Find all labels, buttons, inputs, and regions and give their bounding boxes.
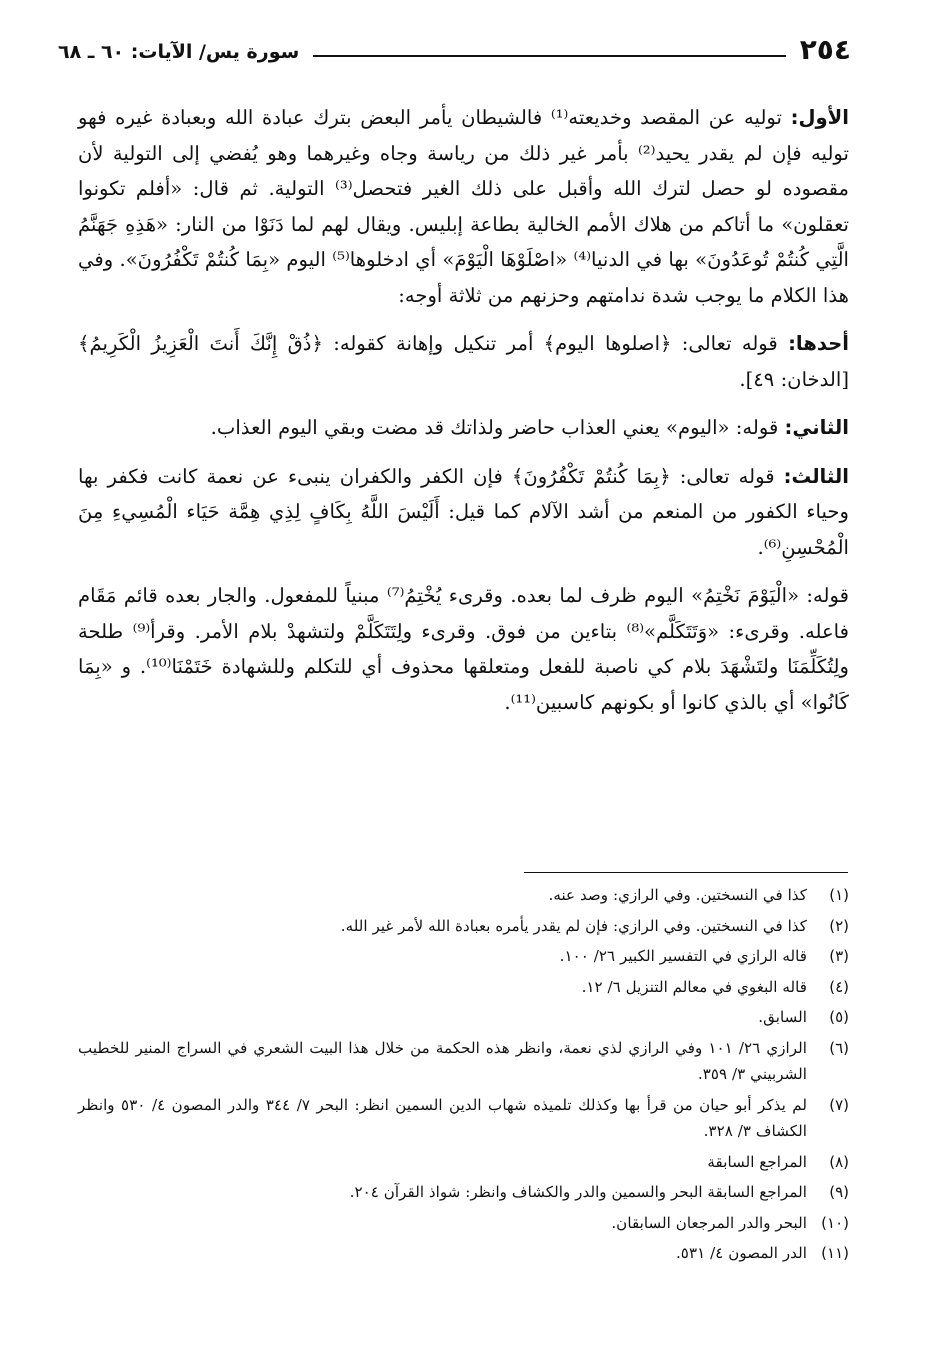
footnote-number: (١) — [829, 886, 849, 904]
footnote — [78, 1240, 849, 1267]
footnote — [78, 1179, 849, 1206]
paragraph-text: توليه عن المقصد وخديعته⁽¹⁾ فالشيطان يأمر البعض بترك عبادة الله وبعبادة غيره فهو توليه فإن لم يقدر يحيد⁽²⁾ بأمر غير ذلك من رياسة وجاه وغيرهما وهو يُفضي إلى التولية لأن مقصوده لو حصل لترك الله وأقبل على ذلك الغير فتحصل⁽³⁾ التولية. ثم قال: «أفلم تكونوا تعقلون» ما أتاكم من هلاك الأمم الخالية بطاعة إبليس. ويقال لهم لما دَنَوْا من النار: «هَذِهِ جَهَنَّمُ الَّتِي كُنتُمْ تُوعَدُونَ» بها في الدنيا⁽⁴⁾ «اصْلَوْهَا الْيَوْمَ» أي ادخلوها⁽⁵⁾ اليوم «بِمَا كُنتُمْ تَكْفُرُونَ». وفي هذا الكلام ما يوجب شدة ندامتهم وحزنهم من ثلاثة أوجه: — [78, 106, 849, 307]
footnote — [78, 913, 849, 940]
paragraph-last — [78, 578, 849, 720]
footnote — [78, 1210, 849, 1237]
footnote — [78, 1004, 849, 1031]
footnote — [78, 974, 849, 1001]
footnote-text: لم يذكر أبو حيان من قرأ بها وكذلك تلميذه شهاب الدين السمين انظر: البحر ٧/ ٣٤٤ والدر المصون ٤/ ٥٣٠ وانظر الكشاف ٣/ ٣٢٨. — [78, 1095, 807, 1140]
footnote-text: المراجع السابقة البحر والسمين والدر والكشاف وانظر: شواذ القرآن ٢٠٤. — [349, 1183, 807, 1201]
footnote-number: (٥) — [829, 1008, 849, 1026]
footnote-text: كذا في النسختين. وفي الرازي: فإن لم يقدر يأمره بعبادة الله لأمر غير الله. — [340, 916, 807, 935]
footnote-number: (١٠) — [821, 1213, 849, 1232]
footnote-text: كذا في النسختين. وفي الرازي: وصد عنه. — [548, 886, 807, 904]
paragraph-first — [78, 100, 849, 313]
paragraph-lead: الأول: — [790, 106, 849, 129]
paragraph-lead: أحدها: — [788, 332, 849, 355]
footnote — [78, 1035, 849, 1088]
footnote — [78, 943, 849, 970]
header-rule — [313, 55, 785, 57]
footnote-number: (٣) — [829, 947, 849, 965]
paragraph-text: قوله تعالى: ﴿اصلوها اليوم﴾ أمر تنكيل وإهانة كقوله: ﴿ذُقْ إِنَّكَ أَنتَ الْعَزِيزُ الْكَرِيمُ﴾ [الدخان: ٤٩]. — [78, 332, 849, 391]
footnote-divider — [524, 872, 848, 873]
paragraph-text: قوله: «الْيَوْمَ نَخْتِمُ» اليوم ظرف لما بعده. وقرىء يُخْتِمُ⁽⁷⁾ مبنياً للمفعول. والجار بعده قائم مَقَام فاعله. وقرىء: «وَتَتَكَلَّم»⁽⁸⁾ بتاءين من فوق. وقرىء ولِتَتَكَلَّمْ ولتشهدْ بلام الأمر. وقرأ⁽⁹⁾ طلحة ولِتُكَلِّمَنَا ولتَشْهَدَ بلام كي ناصبة للفعل ومتعلقها محذوف أي للتكلم وللشهادة خَتَمْنَا⁽¹⁰⁾. و «بِمَا كَانُوا» أي بالذي كانوا أو بكونهم كاسبين⁽¹¹⁾. — [78, 584, 850, 714]
footnote-text: البحر والدر المرجعان السابقان. — [611, 1213, 807, 1232]
paragraph-point-three — [78, 459, 849, 566]
footnote-number: (٤) — [829, 977, 849, 996]
footnote-text: السابق. — [758, 1008, 807, 1026]
footnote-number: (٧) — [829, 1095, 849, 1114]
paragraph-point-two — [78, 410, 849, 446]
footnote-number: (٦) — [829, 1038, 849, 1057]
footnotes — [78, 882, 849, 1271]
footnote-number: (٢) — [829, 916, 849, 935]
footnote-text: المراجع السابقة — [707, 1152, 807, 1171]
paragraph-text: قوله تعالى: ﴿بِمَا كُنتُمْ تَكْفُرُونَ﴾ فإن الكفر والكفران ينبىء عن نعمة كانت فكفر بها وحياء الكفور من المنعم من أشد الآلام كما قيل: أَلَيْسَ اللَّهُ بِكَافٍ لِذِي هِمَّة حَيَاء الْمُسِيءِ مِنَ الْمُحْسِنِ⁽⁶⁾. — [78, 464, 849, 559]
footnote-text: قاله البغوي في معالم التنزيل ٦/ ١٢. — [581, 977, 807, 996]
paragraph-lead: الثالث: — [783, 464, 849, 488]
footnote-number: (١١) — [821, 1244, 849, 1262]
footnote-number: (٩) — [829, 1183, 849, 1201]
running-title: سورة يس/ الآيات: ٦٠ ـ ٦٨ — [58, 41, 300, 63]
paragraph-point-one — [78, 326, 849, 397]
paragraph-text: قوله: «اليوم» يعني العذاب حاضر ولذاتك قد مضت وبقي اليوم العذاب. — [210, 416, 785, 439]
footnote-number: (٨) — [829, 1152, 849, 1171]
footnote-text: قاله الرازي في التفسير الكبير ٢٦/ ١٠٠. — [559, 947, 807, 965]
footnote — [78, 882, 849, 909]
page-number: ٢٥٤ — [799, 33, 851, 66]
main-text — [78, 100, 849, 733]
footnote — [78, 1092, 849, 1145]
footnote-text: الرازي ٢٦/ ١٠١ وفي الرازي لذي نعمة، وانظر هذه الحكمة من خلال هذا البيت الشعري في السراج المنير للخطيب الشربيني ٣/ ٣٥٩. — [78, 1038, 808, 1083]
footnote — [78, 1149, 849, 1176]
page-header — [58, 28, 851, 64]
paragraph-lead: الثاني: — [784, 416, 849, 439]
footnote-text: الدر المصون ٤/ ٥٣١. — [675, 1244, 807, 1262]
